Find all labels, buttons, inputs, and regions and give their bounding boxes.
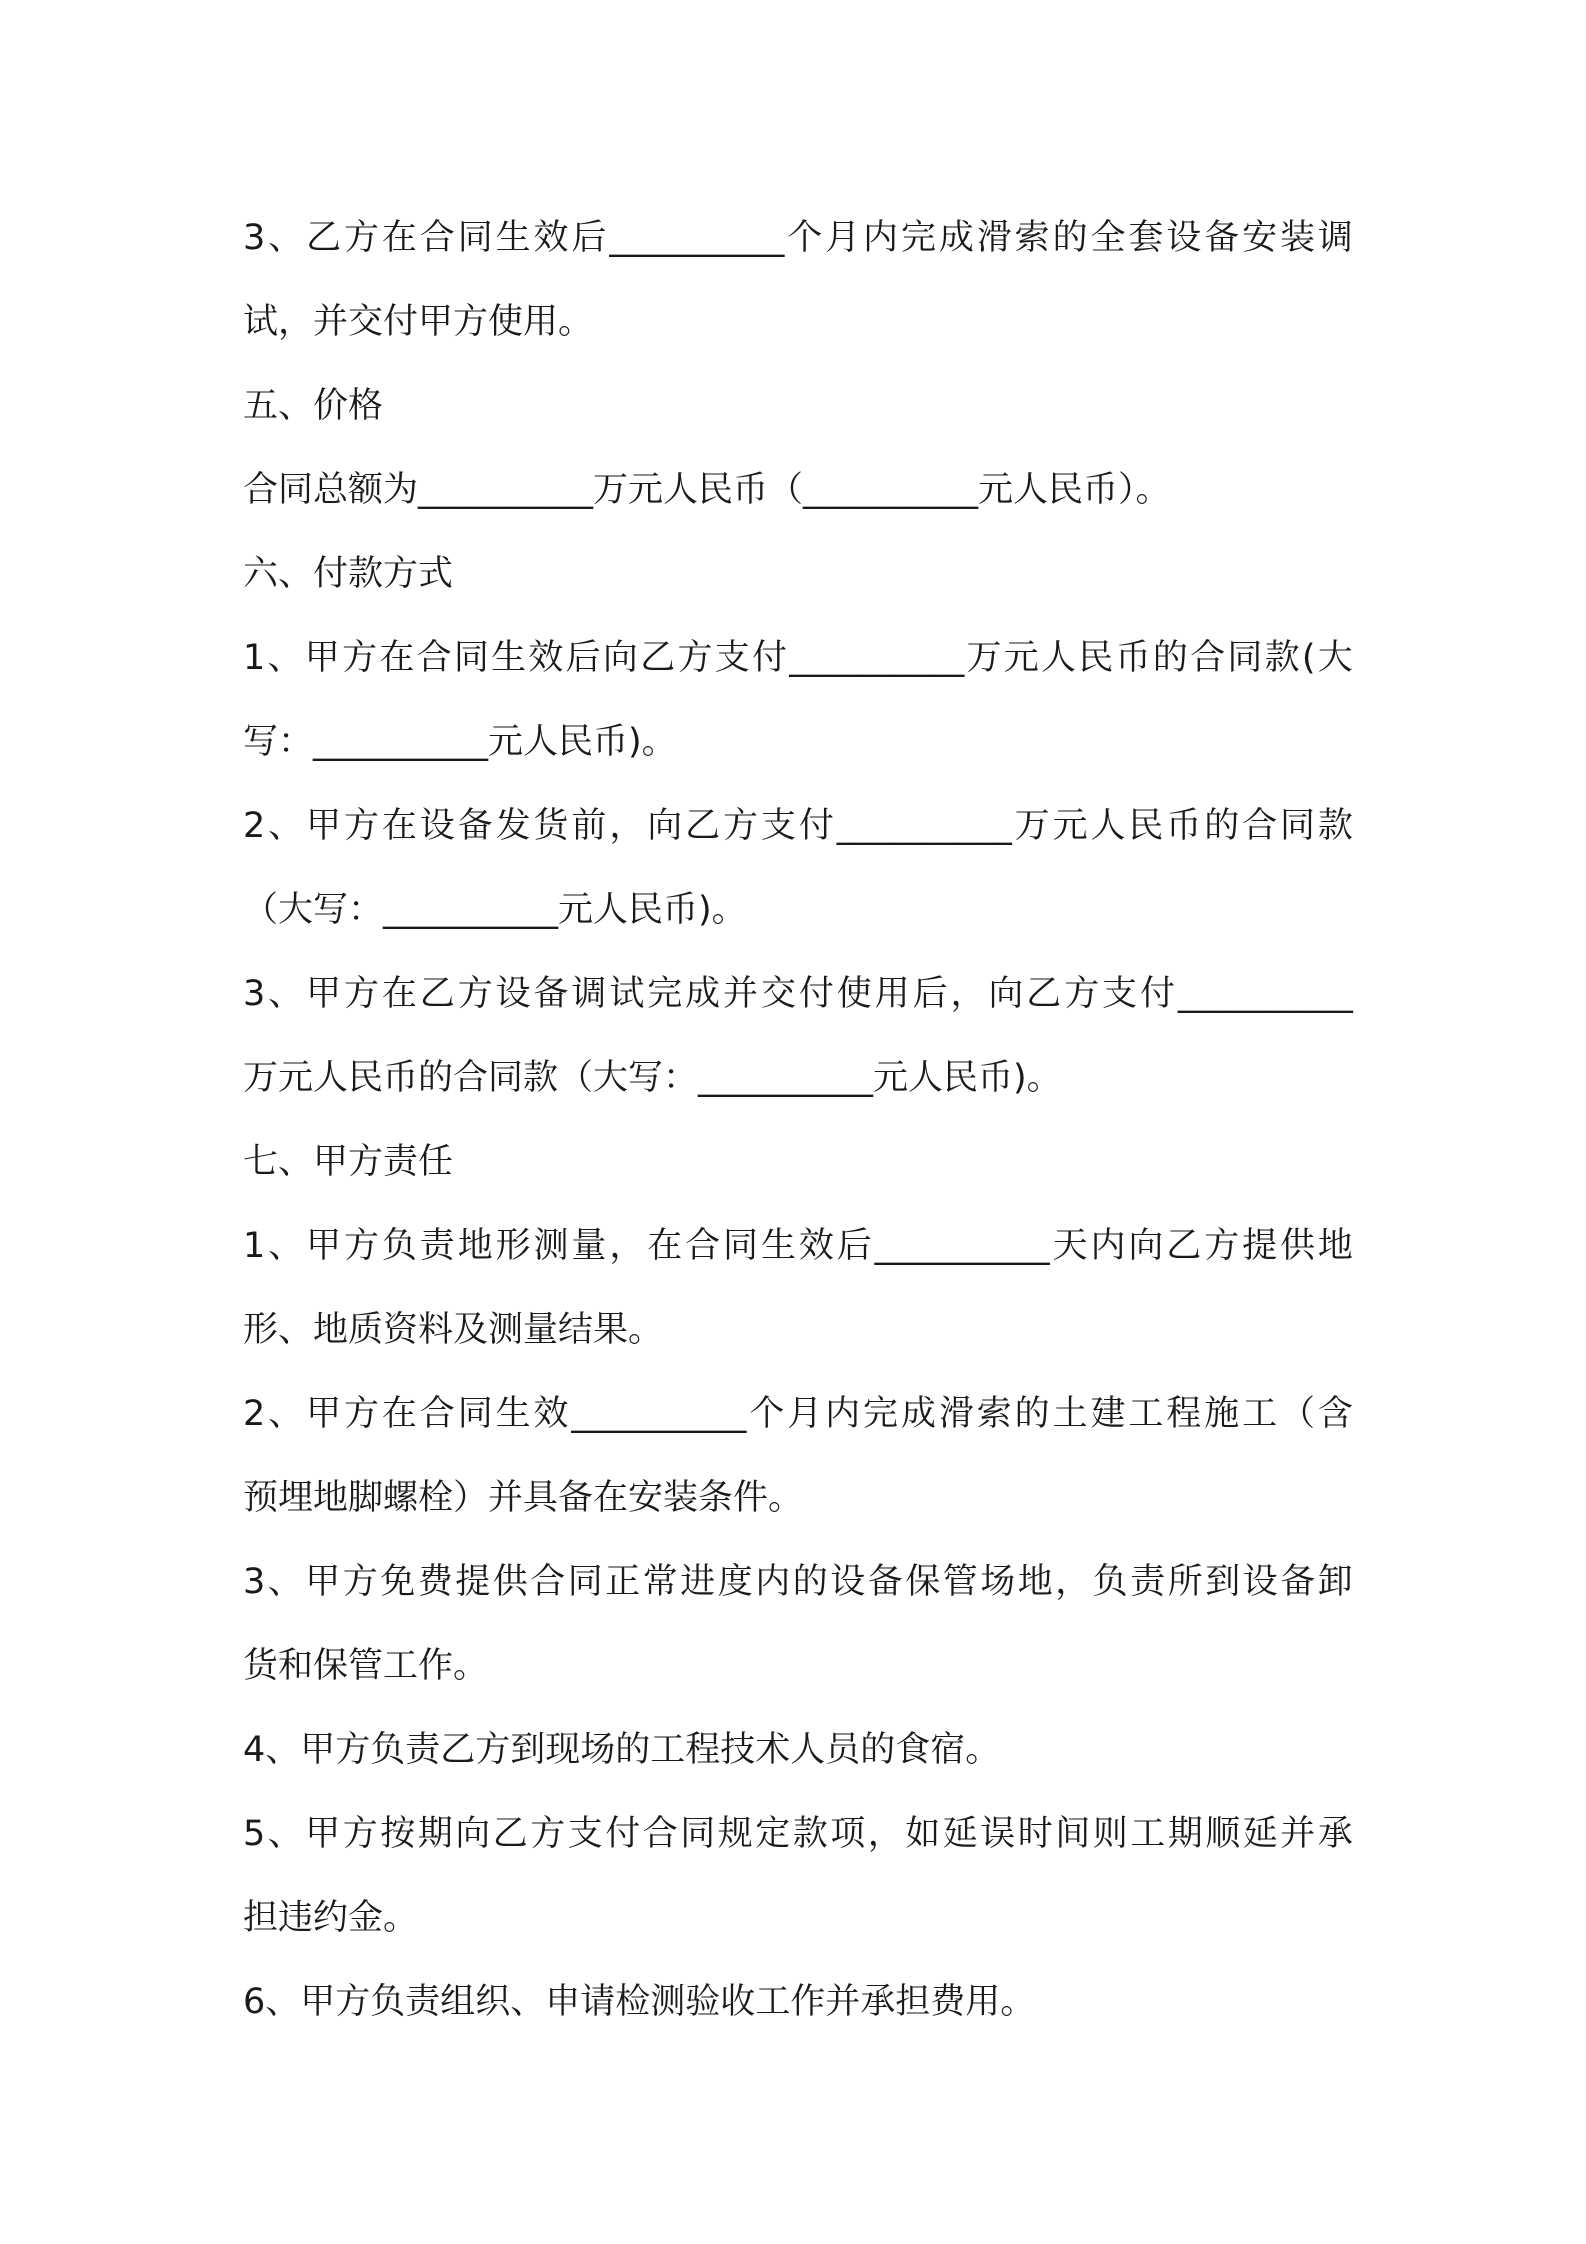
text-line: 六、付款方式 — [243, 554, 454, 594]
text-line: 写：__________元人民币)。 — [243, 722, 677, 762]
text-line: 1 、 甲 方 在 合 同 生 效 后 向 乙 方 支 付 __________ 万 元 人 民 币 的 合 同 款 ( 大 — [243, 638, 1353, 678]
text-line: 2 、 甲 方 在 设 备 发 货 前 ， 向 乙 方 支 付 __________ 万 元 人 民 币 的 合 同 款 — [243, 806, 1353, 846]
text-line: 形、地质资料及测量结果。 — [243, 1310, 664, 1350]
text-line: 3 、 乙 方 在 合 同 生 效 后 __________ 个 月 内 完 成 滑 索 的 全 套 设 备 安 装 调 — [243, 218, 1353, 258]
text-line: 2 、 甲 方 在 合 同 生 效 __________ 个 月 内 完 成 滑 索 的 土 建 工 程 施 工 （ 含 — [243, 1394, 1353, 1434]
text-line: 1 、 甲 方 负 责 地 形 测 量 ， 在 合 同 生 效 后 __________ 天 内 向 乙 方 提 供 地 — [243, 1226, 1353, 1266]
text-line: 4、甲方负责乙方到现场的工程技术人员的食宿。 — [243, 1730, 1001, 1770]
text-line: 担违约金。 — [243, 1898, 419, 1938]
text-line: 3 、 甲 方 在 乙 方 设 备 调 试 完 成 并 交 付 使 用 后 ， 向 乙 方 支 付 __________ — [243, 974, 1353, 1014]
text-line: 万元人民币的合同款（大写：__________元人民币)。 — [243, 1058, 1062, 1098]
text-line: 6、甲方负责组织、申请检测验收工作并承担费用。 — [243, 1982, 1036, 2022]
text-line: 试，并交付甲方使用。 — [243, 302, 594, 342]
text-line: 合同总额为__________万元人民币（__________元人民币）。 — [243, 470, 1171, 510]
contract-page — [243, 196, 1353, 2044]
text-line: 七、甲方责任 — [243, 1142, 454, 1182]
text-line: （大写：__________元人民币)。 — [243, 890, 747, 930]
text-line: 5 、 甲 方 按 期 向 乙 方 支 付 合 同 规 定 款 项 ， 如 延 误 时 间 则 工 期 顺 延 并 承 — [243, 1814, 1353, 1854]
text-line: 预埋地脚螺栓）并具备在安装条件。 — [243, 1478, 804, 1518]
text-line: 五、价格 — [243, 386, 384, 426]
text-line: 3 、 甲 方 免 费 提 供 合 同 正 常 进 度 内 的 设 备 保 管 场 地 ， 负 责 所 到 设 备 卸 — [243, 1562, 1353, 1602]
text-line: 货和保管工作。 — [243, 1646, 489, 1686]
